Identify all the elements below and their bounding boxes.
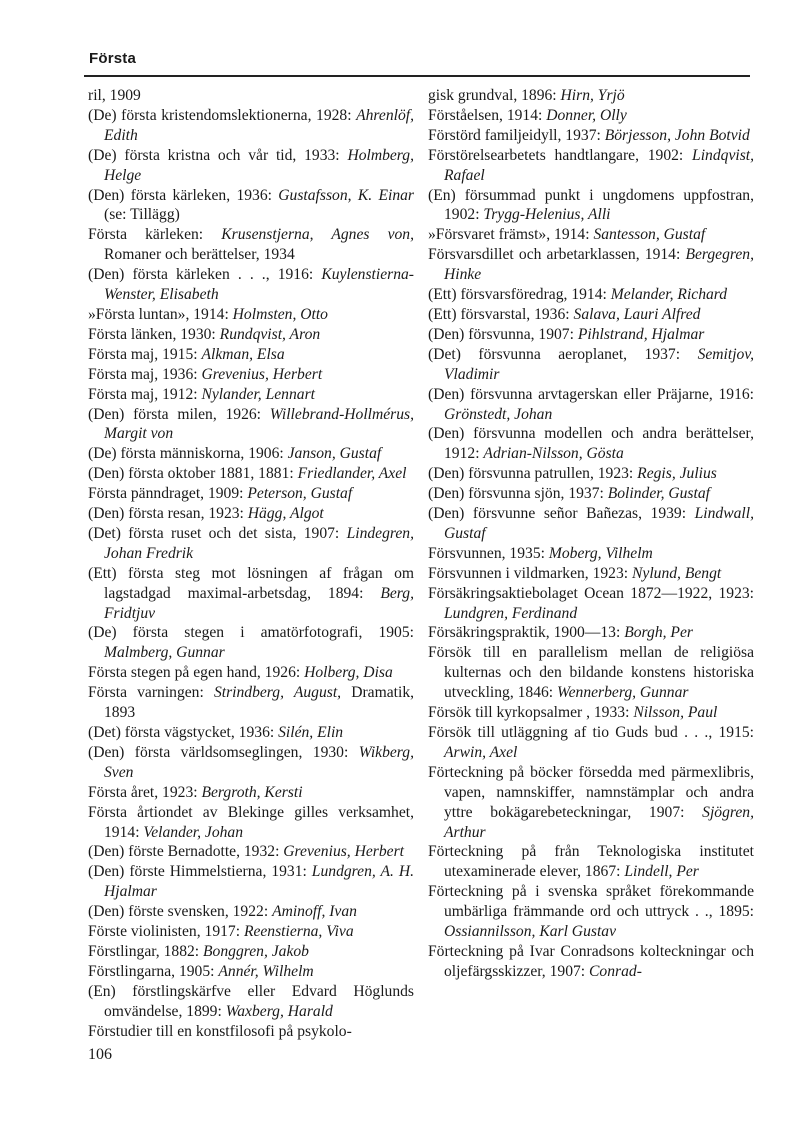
index-entry: [428, 424, 754, 464]
entry-author: Lundgren, A. H. Hjalmar: [104, 863, 414, 901]
index-entry: [88, 942, 414, 962]
index-entry: [88, 146, 414, 186]
index-entry: [88, 265, 414, 305]
entry-author: Peterson, Gustaf: [247, 485, 353, 503]
index-entry: [88, 86, 414, 106]
entry-title: »Första luntan», 1914:: [88, 305, 233, 323]
entry-author: Holberg, Disa: [304, 664, 393, 682]
entry-author: Lindwall, Gustaf: [444, 505, 754, 542]
index-entry: [428, 464, 754, 484]
entry-title: (Den) första kärleken . . ., 1916:: [88, 266, 322, 284]
entry-author: Melander, Richard: [610, 286, 728, 304]
entry-author: Silén, Elin: [278, 724, 344, 741]
entry-author: Janson, Gustaf: [287, 445, 382, 463]
entry-author: Annér, Wilhelm: [218, 962, 314, 980]
entry-author: Nylander, Lennart: [201, 385, 315, 403]
entry-author: Arwin, Axel: [444, 743, 518, 761]
entry-author: Wikberg, Sven: [104, 743, 414, 781]
index-entry: [428, 186, 754, 226]
index-entry: [428, 385, 754, 425]
entry-author: Santesson, Gustaf: [593, 226, 706, 244]
entry-title: (De) första kristendomslektionerna, 1928:: [88, 106, 357, 124]
index-entry: [88, 325, 414, 345]
entry-title: (Det) första vägstycket, 1936:: [88, 724, 279, 741]
index-entry: [88, 444, 414, 464]
entry-title: Första pänndraget, 1909:: [88, 485, 248, 503]
entry-title: (En) förstlingskärfve eller Edvard Höglunds omvändelse, 1899:: [88, 982, 414, 1020]
index-entry: [88, 106, 414, 146]
entry-author: Adrian-Nilsson, Gösta: [483, 445, 624, 463]
entry-title: Första årtiondet av Blekinge gilles verksamhet, 1914:: [88, 803, 414, 841]
index-entry: [428, 504, 754, 544]
index-entry: [88, 345, 414, 365]
entry-title: Förteckning på Ivar Conradsons kolteckningar och oljefärgsskizzer, 1907:: [428, 942, 754, 980]
entry-title: Första varningen:: [88, 684, 214, 702]
entry-title: (Den) förste svensken, 1922:: [88, 903, 273, 921]
entry-title: (Ett) försvarstal, 1936:: [428, 305, 574, 323]
entry-author: Friedlander, Axel: [297, 465, 407, 483]
entry-author: Salava, Lauri Alfred: [573, 305, 701, 323]
entry-author: Grevenius, Herbert: [201, 365, 323, 383]
entry-title: (Den) första milen, 1926:: [88, 405, 270, 423]
entry-author: Krusenstjerna, Agnes von,: [221, 226, 415, 244]
index-entry: [88, 365, 414, 385]
index-entry: [88, 842, 414, 862]
entry-author: Waxberg, Harald: [225, 1002, 333, 1020]
index-entry: [88, 623, 414, 663]
entry-author: Wennerberg, Gunnar: [557, 684, 689, 702]
index-entry: [428, 345, 754, 385]
index-entry: [428, 763, 754, 843]
index-entry: [88, 723, 414, 743]
index-entry: [88, 484, 414, 504]
entry-suffix: Dramatik, 1893: [104, 684, 415, 722]
entry-author: Bergegren, Hinke: [444, 246, 754, 284]
index-entry: [88, 922, 414, 942]
entry-author: Grevenius, Herbert: [283, 843, 404, 861]
entry-author: Berg, Fridtjuv: [104, 584, 414, 622]
entry-title: Förstörd familjeidyll, 1937:: [428, 126, 605, 144]
entry-author: Sjögren, Arthur: [444, 803, 754, 841]
entry-author: Rundqvist, Aron: [219, 325, 321, 343]
index-entry: [88, 504, 414, 524]
index-entry: [428, 842, 754, 882]
index-entry: [88, 663, 414, 683]
entry-title: Förstlingarna, 1905:: [88, 962, 219, 980]
entry-author: Nilsson, Paul: [633, 704, 718, 722]
entry-title: Första året, 1923:: [88, 783, 202, 801]
entry-author: Hägg, Algot: [247, 505, 324, 523]
index-entry: [428, 723, 754, 763]
entry-author: Grönstedt, Johan: [444, 405, 553, 423]
index-entry: [428, 484, 754, 504]
entry-author: Börjesson, John Botvid: [604, 126, 750, 144]
index-entry: [428, 126, 754, 146]
index-entry: [88, 225, 414, 265]
entry-title: Förste violinisten, 1917:: [88, 923, 244, 941]
entry-title: Första maj, 1936:: [88, 365, 202, 383]
entry-title: Förteckning på i svenska språket förekommande umbärliga främmande ord och uttryck . ., 1895:: [428, 883, 754, 921]
entry-title: (Den) första oktober 1881, 1881:: [88, 465, 298, 483]
index-entry: [428, 564, 754, 584]
entry-title: Försäkringspraktik, 1900—13:: [428, 624, 625, 642]
entry-title: Förståelsen, 1914:: [428, 106, 547, 124]
entry-author: Pihlstrand, Hjalmar: [577, 325, 705, 343]
entry-title: (Den) försvunna patrullen, 1923:: [428, 465, 638, 483]
entry-author: Gustafsson, K. Einar: [278, 186, 414, 204]
entry-title: (Den) första resan, 1923:: [88, 505, 248, 523]
entry-author: Reenstierna, Viva: [243, 923, 354, 941]
index-entry: [428, 544, 754, 564]
index-entry: [428, 703, 754, 723]
entry-author: Lindegren, Johan Fredrik: [104, 524, 414, 562]
entry-title: (Den) första kärleken, 1936:: [88, 186, 279, 204]
index-entry: [88, 405, 414, 445]
entry-author: Semitjov, Vladimir: [444, 345, 754, 383]
index-entry: [88, 783, 414, 803]
page-header: Första: [89, 50, 137, 67]
entry-title: Första maj, 1912:: [88, 385, 202, 403]
entry-title: (Den) första världsomseglingen, 1930:: [88, 743, 359, 761]
index-entry: [428, 305, 754, 325]
entry-author: Bonggren, Jakob: [203, 942, 309, 960]
entry-title: »Försvaret främst», 1914:: [428, 226, 594, 244]
entry-author: Ahrenlöf, Edith: [104, 106, 414, 144]
index-entry: [428, 225, 754, 245]
entry-author: Conrad-: [589, 962, 642, 980]
entry-title: (Det) försvunna aeroplanet, 1937:: [428, 345, 698, 363]
entry-author: Aminoff, Ivan: [272, 903, 357, 921]
entry-author: Borgh, Per: [624, 624, 693, 642]
entry-title: (Den) förste Bernadotte, 1932:: [88, 843, 284, 861]
entry-author: Hirn, Yrjö: [560, 87, 625, 104]
index-entry: [428, 86, 754, 106]
index-entry: [428, 584, 754, 624]
entry-title: (De) första människorna, 1906:: [88, 445, 288, 463]
entry-author: Moberg, Vilhelm: [548, 544, 653, 562]
entry-title: Försvunnen i vildmarken, 1923:: [428, 564, 632, 582]
entry-author: Bergroth, Kersti: [201, 783, 303, 801]
entry-author: Kuylenstierna-Wenster, Elisabeth: [104, 266, 414, 304]
entry-title: Förteckning på från Teknologiska institutet utexaminerade elever, 1867:: [428, 843, 754, 881]
entry-title: Första maj, 1915:: [88, 345, 202, 363]
entry-title: (Den) försvunne señor Bañezas, 1939:: [428, 505, 695, 523]
index-entry: [428, 146, 754, 186]
index-entry: [88, 385, 414, 405]
entry-author: Holmberg, Helge: [104, 146, 414, 184]
entry-author: Donner, Olly: [546, 106, 627, 124]
entry-author: Willebrand-Hollmérus, Margit von: [104, 405, 414, 443]
index-entry: [428, 325, 754, 345]
entry-title: (Den) förste Himmelstierna, 1931:: [88, 863, 312, 881]
entry-author: Lundgren, Ferdinand: [444, 604, 578, 622]
entry-author: Velander, Johan: [143, 823, 244, 841]
entry-title: (Den) försvunna modellen och andra berättelser, 1912:: [428, 425, 754, 463]
entry-author: Alkman, Elsa: [201, 345, 285, 363]
entry-suffix: Romaner och berättelser, 1934: [104, 246, 295, 264]
entry-title: (De) första stegen i amatörfotografi, 1905:: [88, 624, 414, 642]
index-entry: [88, 803, 414, 843]
entry-title: Försök till en parallelism mellan de religiösa kulternas och den bildande konstens historiska utveckling, 1846:: [428, 644, 754, 702]
entry-author: Nylund, Bengt: [632, 564, 722, 582]
index-entry: [88, 743, 414, 783]
index-entry: [88, 683, 414, 723]
left-column: [88, 86, 414, 1042]
entry-title: (Ett) försvarsföredrag, 1914:: [428, 286, 611, 304]
entry-author: Strindberg, August,: [213, 684, 342, 702]
index-entry: [88, 464, 414, 484]
entry-author: Malmberg, Gunnar: [104, 644, 225, 662]
header-rule: [84, 75, 750, 77]
entry-author: Trygg-Helenius, Alli: [483, 206, 611, 224]
index-entry: [88, 524, 414, 564]
entry-title: (Det) första ruset och det sista, 1907:: [88, 524, 347, 542]
entry-title: Förstlingar, 1882:: [88, 942, 204, 960]
index-entry: [88, 962, 414, 982]
entry-author: Ossiannilsson, Karl Gustav: [444, 923, 616, 941]
right-column: [428, 86, 754, 982]
entry-author: Lindqvist, Rafael: [444, 146, 754, 184]
index-entry: [88, 564, 414, 624]
entry-title: Första stegen på egen hand, 1926:: [88, 664, 305, 682]
entry-title: Förstudier till en konstfilosofi på psykolo-: [88, 1022, 352, 1040]
entry-title: (Den) försvunna sjön, 1937:: [428, 485, 608, 503]
index-entry: [428, 106, 754, 126]
index-entry: [428, 882, 754, 942]
index-entry: [88, 1022, 414, 1042]
index-entry: [428, 643, 754, 703]
index-entry: [88, 862, 414, 902]
entry-title: Första länken, 1930:: [88, 325, 220, 343]
entry-title: Försvarsdillet och arbetarklassen, 1914:: [428, 246, 686, 264]
index-entry: [88, 305, 414, 325]
entry-title: ril, 1909: [88, 87, 141, 104]
entry-author: Bolinder, Gustaf: [607, 485, 710, 503]
index-entry: [88, 186, 414, 226]
index-entry: [88, 982, 414, 1022]
entry-title: Förstörelsearbetets handtlangare, 1902:: [428, 146, 693, 164]
entry-title: (Ett) första steg mot lösningen af frågan om lagstadgad maximal-arbetsdag, 1894:: [88, 564, 414, 602]
entry-suffix: (se: Tillägg): [104, 206, 180, 224]
entry-author: Holmsten, Otto: [232, 305, 328, 323]
index-entry: [88, 902, 414, 922]
index-entry: [428, 942, 754, 982]
entry-title: (En) försummad punkt i ungdomens uppfostran, 1902:: [428, 186, 754, 224]
entry-title: (De) första kristna och vår tid, 1933:: [88, 146, 348, 164]
entry-title: Försök till utläggning af tio Guds bud . . ., 1915:: [428, 724, 754, 741]
index-entry: [428, 245, 754, 285]
entry-title: Försvunnen, 1935:: [428, 544, 549, 562]
index-entry: [428, 623, 754, 643]
entry-title: Första kärleken:: [88, 226, 222, 244]
entry-title: Förteckning på böcker försedda med pärmexlibris, vapen, namnskiffer, namnstämplar och andra yttre bokägarebeteckningar, 1907:: [428, 763, 754, 821]
entry-title: gisk grundval, 1896:: [428, 87, 561, 104]
index-entry: [428, 285, 754, 305]
entry-author: Lindell, Per: [624, 863, 699, 881]
entry-title: Försök till kyrkopsalmer , 1933:: [428, 704, 634, 722]
entry-title: (Den) försvunna arvtagerskan eller Präjarne, 1916:: [428, 385, 754, 403]
page-number: 106: [88, 1046, 112, 1063]
entry-title: Försäkringsaktiebolaget Ocean 1872—1922, 1923:: [428, 584, 754, 602]
entry-author: Regis, Julius: [637, 465, 717, 483]
entry-title: (Den) försvunna, 1907:: [428, 325, 578, 343]
